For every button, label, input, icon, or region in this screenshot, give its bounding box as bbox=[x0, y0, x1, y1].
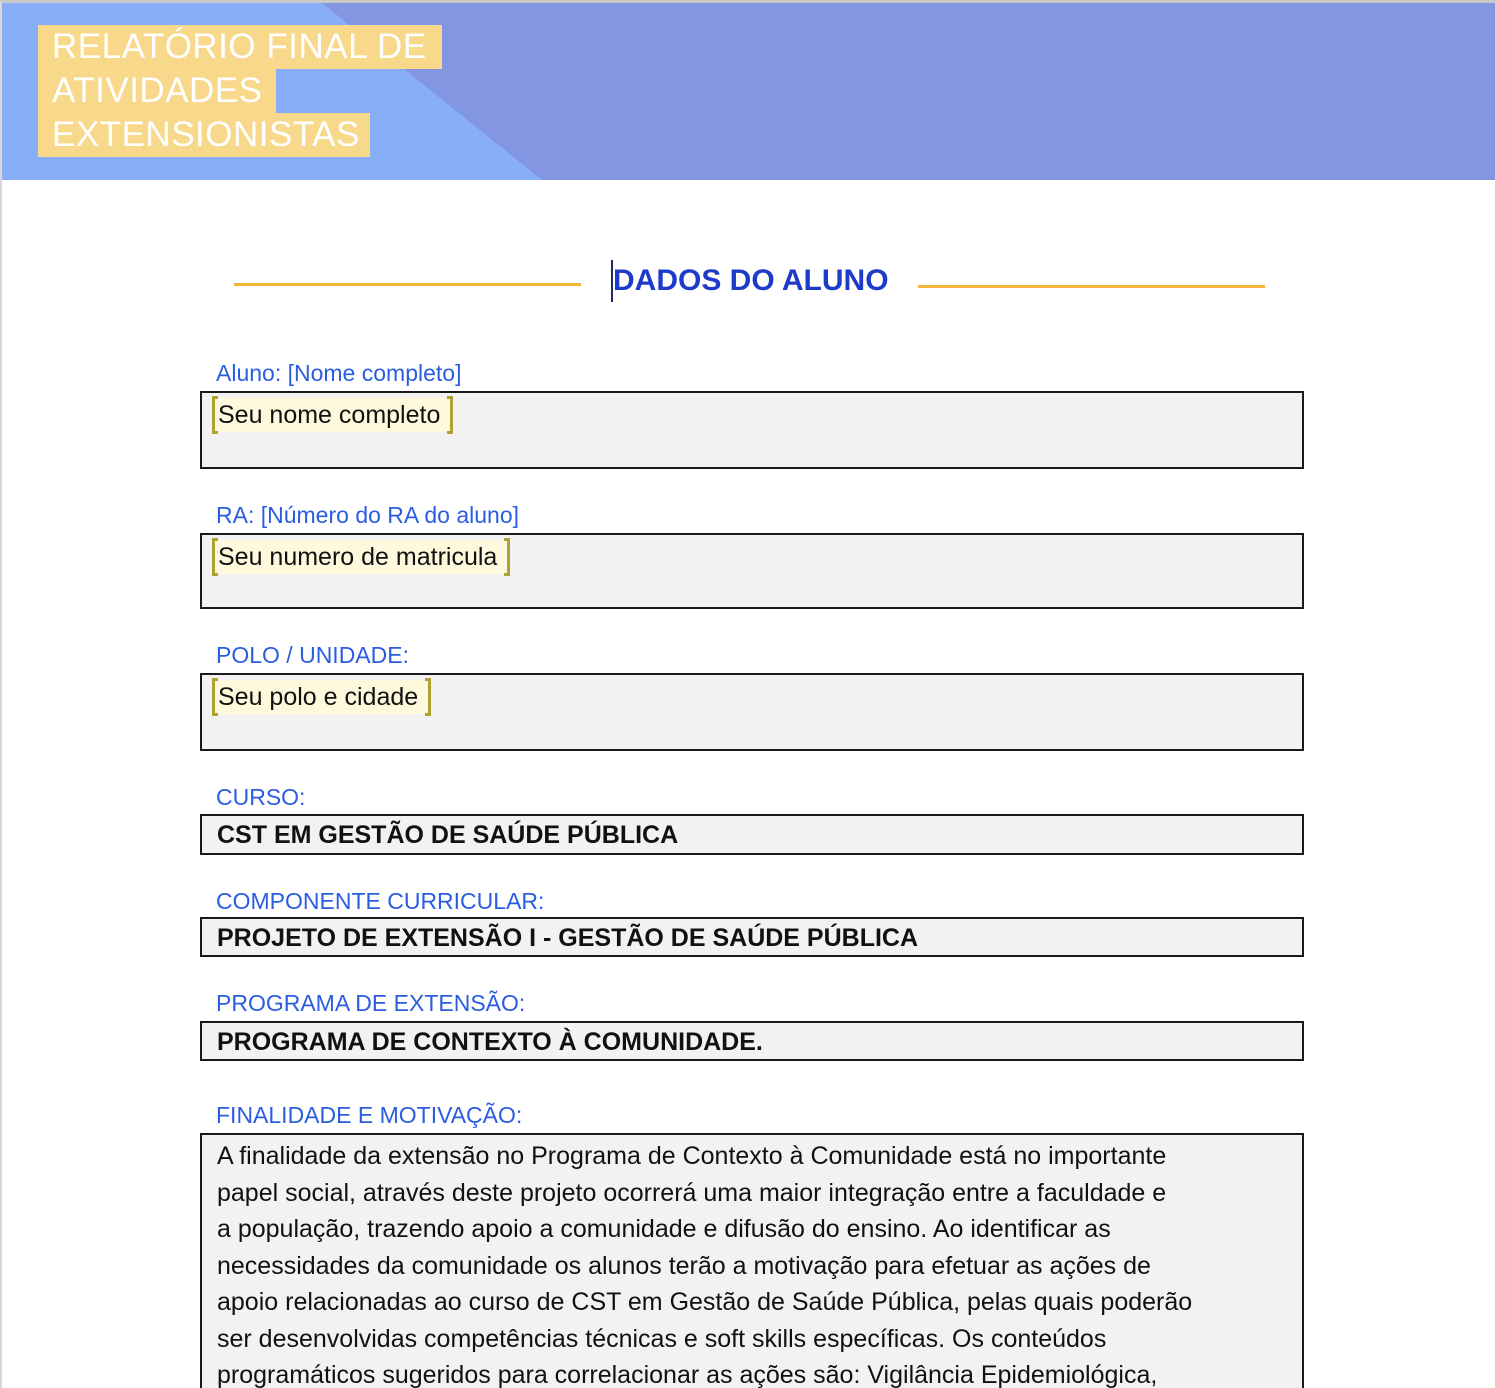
finalidade-line: necessidades da comunidade os alunos terão a motivação para efetuar as ações de bbox=[217, 1251, 1151, 1280]
ra-label: RA: [Número do RA do aluno] bbox=[216, 502, 519, 528]
polo-placeholder[interactable]: Seu polo e cidade bbox=[212, 680, 431, 714]
finalidade-line: papel social, através deste projeto ocorrerá uma maior integração entre a faculdade e bbox=[217, 1178, 1167, 1207]
aluno-label: Aluno: [Nome completo] bbox=[216, 360, 462, 386]
report-title-line-3: EXTENSIONISTAS bbox=[38, 113, 370, 157]
finalidade-label: FINALIDADE E MOTIVAÇÃO: bbox=[216, 1102, 523, 1128]
finalidade-field[interactable] bbox=[200, 1133, 1304, 1388]
ra-field[interactable] bbox=[200, 533, 1304, 609]
ra-placeholder[interactable]: Seu numero de matricula bbox=[212, 540, 510, 574]
polo-field[interactable] bbox=[200, 673, 1304, 751]
finalidade-line: A finalidade da extensão no Programa de Contexto à Comunidade está no importante bbox=[217, 1142, 1167, 1170]
finalidade-line: programáticos sugeridos para correlacionar as ações são: Vigilância Epidemiológica, bbox=[217, 1361, 1158, 1388]
aluno-field[interactable] bbox=[200, 391, 1304, 469]
componente-label: COMPONENTE CURRICULAR: bbox=[216, 888, 545, 914]
finalidade-line: ser desenvolvidas competências técnicas e soft skills específicas. Os conteúdos bbox=[217, 1324, 1107, 1353]
aluno-placeholder[interactable]: Seu nome completo bbox=[212, 398, 453, 432]
polo-label: POLO / UNIDADE: bbox=[216, 642, 409, 668]
finalidade-text bbox=[217, 1138, 1292, 1388]
curso-field[interactable] bbox=[200, 814, 1304, 855]
section-heading-row bbox=[2, 248, 1495, 318]
heading-rule-right bbox=[918, 285, 1265, 288]
report-title-line-2: ATIVIDADES bbox=[38, 69, 276, 113]
heading-rule-left bbox=[234, 283, 581, 286]
curso-value: CST EM GESTÃO DE SAÚDE PÚBLICA bbox=[217, 821, 679, 849]
programa-label: PROGRAMA DE EXTENSÃO: bbox=[216, 990, 526, 1016]
section-heading[interactable]: DADOS DO ALUNO bbox=[613, 264, 889, 297]
componente-value: PROJETO DE EXTENSÃO I - GESTÃO DE SAÚDE PÚBLICA bbox=[217, 924, 919, 952]
finalidade-line: a população, trazendo apoio a comunidade e difusão do ensino. Ao identificar as bbox=[217, 1215, 1111, 1243]
programa-field[interactable] bbox=[200, 1021, 1304, 1061]
componente-field[interactable] bbox=[200, 917, 1304, 957]
report-title-line-1: RELATÓRIO FINAL DE bbox=[38, 25, 442, 69]
header-banner bbox=[2, 3, 1495, 180]
curso-label: CURSO: bbox=[216, 784, 306, 810]
programa-value: PROGRAMA DE CONTEXTO À COMUNIDADE. bbox=[217, 1028, 763, 1056]
finalidade-line: apoio relacionadas ao curso de CST em Gestão de Saúde Pública, pelas quais poderão bbox=[217, 1288, 1193, 1316]
